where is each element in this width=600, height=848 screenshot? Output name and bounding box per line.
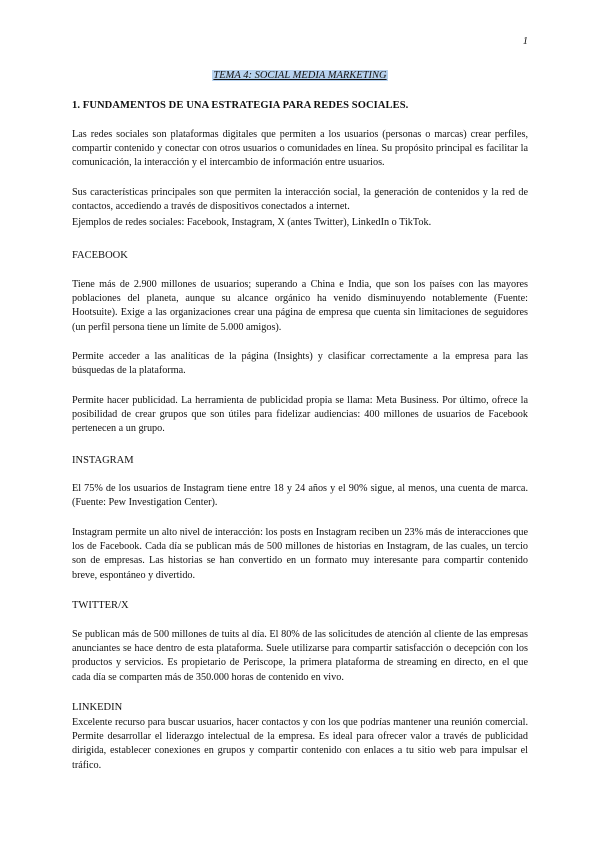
document-title <box>0 70 600 81</box>
twitter-paragraph-1: Se publican más de 500 millones de tuits al día. El 80% de las solicitudes de atención al cliente de las empresas anunciantes se hace dentro de esta plataforma. Suele utilizarse para compartir satisfacción o decepción con los productos y servicios. Es propietario de Periscope, la primera plataforma de streaming en directo, en el que cada día se comparten más de 350.000 horas de contenido en vivo. <box>72 629 528 683</box>
instagram-heading: INSTAGRAM <box>72 455 134 466</box>
linkedin-paragraph-1: Excelente recurso para buscar usuarios, hacer contactos y con los que podrías mantener una reunión comercial. Permite desarrollar el liderazgo intelectual de la empresa. Es ideal para ofrecer valor a través de publicidad dirigida, establecer conexiones en grupos y compartir contenido con enlaces a tu sitio web para impulsar el tráfico. <box>72 717 528 771</box>
instagram-paragraph-1: El 75% de los usuarios de Instagram tiene entre 18 y 24 años y el 90% sigue, al menos, una cuenta de marca. (Fuente: Pew Investigation Center). <box>72 483 528 509</box>
page-number: 1 <box>522 36 528 47</box>
linkedin-heading: LINKEDIN <box>72 702 123 713</box>
facebook-paragraph-3: Permite hacer publicidad. La herramienta de publicidad propia se llama: Meta Business. Por último, ofrece la posibilidad de crear grupos que son útiles para fidelizar audiencias: 400 millones de usuarios de Facebook pertenecen a un grupo. <box>72 395 528 435</box>
intro-paragraph-1: Las redes sociales son plataformas digitales que permiten a los usuarios (personas o marcas) crear perfiles, compartir contenido y conectar con otros usuarios o comunidades en línea. Su propósito principal es facilitar la comunicación, la interacción y el intercambio de información entre usuarios. <box>72 129 528 169</box>
facebook-heading: FACEBOOK <box>72 250 128 261</box>
twitter-heading: TWITTER/X <box>72 600 129 611</box>
section-heading: 1. FUNDAMENTOS DE UNA ESTRATEGIA PARA REDES SOCIALES. <box>72 100 409 111</box>
intro-paragraph-3: Ejemplos de redes sociales: Facebook, Instagram, X (antes Twitter), LinkedIn o TikTok. <box>72 217 432 228</box>
instagram-paragraph-2: Instagram permite un alto nivel de interacción: los posts en Instagram reciben un 23% más de interacciones que los de Facebook. Cada día se publican más de 500 millones de historias en Instagram, de las cuales, un tercio son de empresas. Las historias se han convertido en un formato muy interesante para compartir contenido breve, espontáneo y divertido. <box>72 527 528 581</box>
intro-paragraph-2: Sus características principales son que permiten la interacción social, la generación de contenidos y la red de contactos, accediendo a través de dispositivos conectados a internet. <box>72 187 528 213</box>
document-title-text: TEMA 4: SOCIAL MEDIA MARKETING <box>213 70 387 81</box>
facebook-paragraph-1: Tiene más de 2.900 millones de usuarios; superando a China e India, que son los países con las mayores poblaciones del planeta, aunque su alcance orgánico ha venido disminuyendo notablemente (Fuente: Hootsuite). Exige a las organizaciones crear una página de empresa que cuenta sin limitaciones de seguidores (un perfil persona tiene un límite de 5.000 amigos). <box>72 279 528 333</box>
facebook-paragraph-2: Permite acceder a las analíticas de la página (Insights) y clasificar correctamente a la empresa para las búsquedas de la plataforma. <box>72 351 528 377</box>
